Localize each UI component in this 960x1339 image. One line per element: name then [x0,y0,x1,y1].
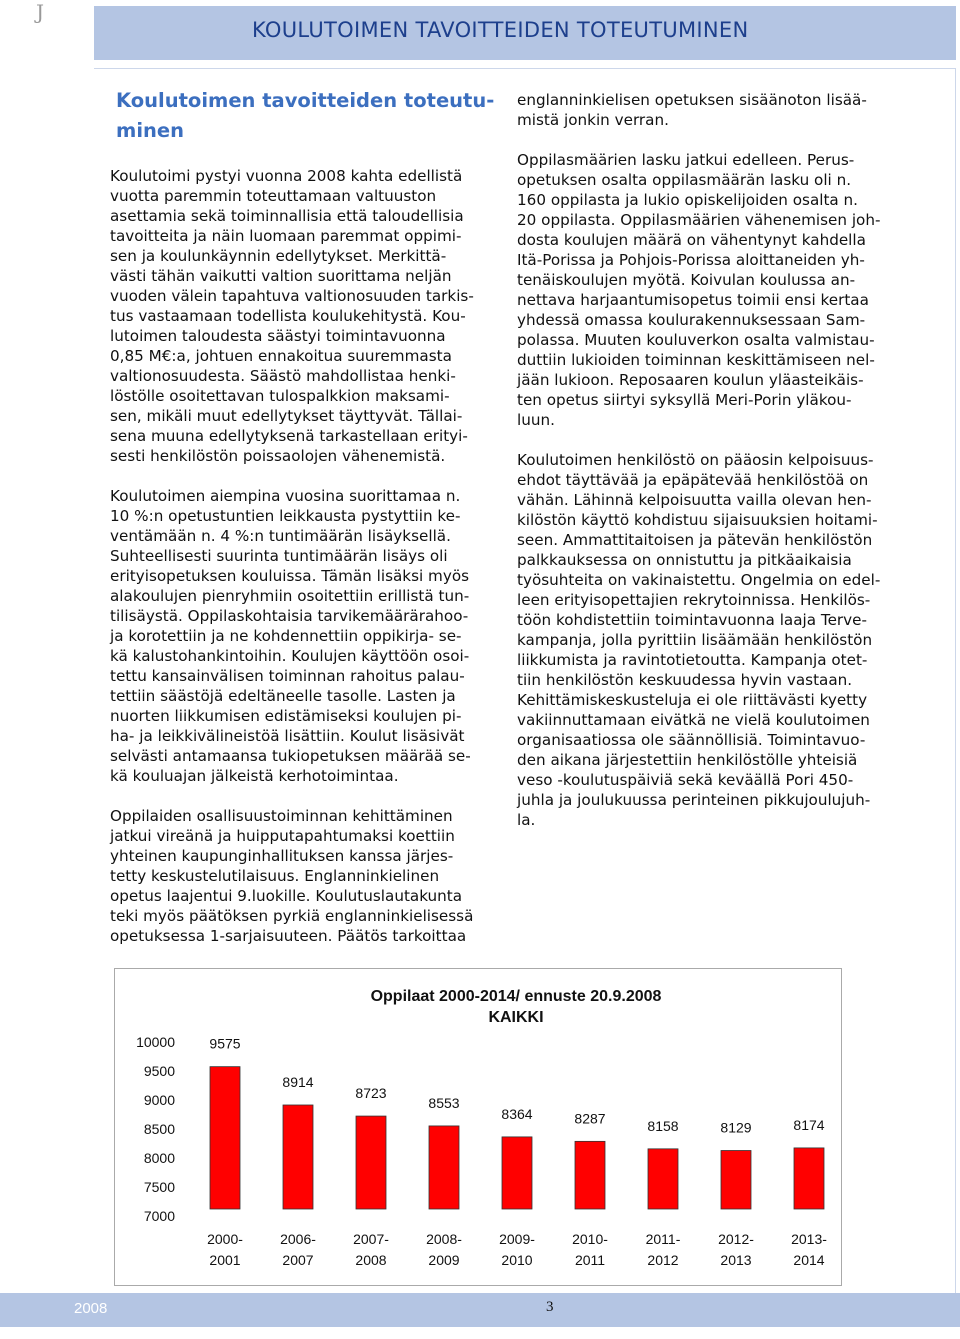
x-tick-label: 2009- [499,1231,535,1247]
x-tick-label: 2010- [572,1231,608,1247]
bar [575,1141,605,1209]
page-title: KOULUTOIMEN TAVOITTEIDEN TOTEUTUMINEN [252,18,749,42]
pupil-count-chart [114,968,842,1286]
footer-band [0,1293,960,1327]
y-tick-label: 8500 [143,1121,175,1137]
bars-group [207,1036,827,1268]
y-tick-label: 9000 [143,1092,175,1108]
x-tick-label: 2011 [574,1252,606,1268]
bar-value-label: 8553 [428,1094,460,1111]
corner-mark: J [36,0,45,24]
x-tick-label: 2011- [645,1231,681,1247]
y-tick-label: 7000 [143,1208,175,1224]
y-tick-label: 10000 [136,1034,175,1050]
x-tick-label: 2012- [718,1231,754,1247]
chart-subtitle: KAIKKI [488,1009,544,1026]
bar-value-label: 8914 [282,1073,314,1090]
bar-value-label: 8287 [574,1110,606,1127]
chart-canvas [115,969,841,1285]
x-tick-label: 2012 [647,1252,679,1268]
paragraph-personnel: Koulutoimen henkilöstö on pääosin kelpoisuus- ehdot täyttävää ja epäpätevää henkilöstöä on vähän. Lähinnä kelpoisuutta vailla olevan hen- kilöstön käyttö kohdistuu sijaisuuksien hoitami- seen. Ammattitaitoisen ja pätevän henkilöstön palkkauksessa on onnistuttu ja pitkäaikaisia työsuhteita on vakinaistettu. Ongelmia on edel- leen erityisopettajien rekrytoinnissa. Henkilös- töön kohdistettiin toimintavuonna laaja Terve- kampanja, jolla pyrittiin lisäämään henkilöstön liikkumista ja ravintotietoutta. Kampanja otet- tiin henkilöstön keskuudessa hyvin vastaan. Kehittämiskeskusteluja ei ole riittävästi kyetty vakiinnuttamaan eivätkä ne vielä koulutoimen organisaatiossa ole säännöllisiä. Toimintavuo- den aikana järjestettiin henkilöstölle yhteisiä veso -koulutuspäiviä sekä keväällä Pori 450- juhla ja joulukuussa perinteinen pikkujoulujuh- la. [517,451,881,829]
x-tick-label: 2009 [428,1252,460,1268]
y-tick-label: 8000 [143,1150,175,1166]
x-tick-label: 2007- [353,1231,389,1247]
y-tick-label: 9500 [143,1063,175,1079]
bar-value-label: 9575 [209,1035,241,1052]
bar-value-label: 8158 [647,1117,679,1134]
x-tick-label: 2006- [280,1231,316,1247]
x-tick-label: 2007 [282,1252,314,1268]
page-number: 3 [546,1299,554,1315]
bar-value-label: 8174 [793,1116,825,1133]
x-tick-label: 2008- [426,1231,462,1247]
paragraph-english-teaching: englanninkielisen opetuksen sisäänoton lisää- mistä jonkin verran. [517,91,867,129]
x-tick-label: 2013- [791,1231,827,1247]
bar-value-label: 8723 [355,1085,387,1102]
bar [502,1137,532,1209]
bar [794,1148,824,1209]
chart-title: Oppilaat 2000-2014/ ennuste 20.9.2008 [370,988,662,1005]
paragraph-teaching-hours: Koulutoimen aiempina vuosina suorittamaa n. 10 %:n opetustuntien leikkausta pystyttiin ke- ventämään n. 4 %:n tuntimäärän lisäyksellä. Suhteellisesti suurinta tuntimäärän lisäys oli erityisopetuksen kouluissa. Tämän lisäksi myös alakoulujen pienryhmiin osoitettiin erillistä tun- tilisäystä. Oppilaskohtaisia tarvikemäärärahoo- ja korotettiin ja ne kohdennettiin oppikirja- se- kä kalustohankintoihin. Koulujen käyttöön osoi- tettu kansainvälisen toiminnan rahoitus palau- tettiin säästöjä edeltäneelle tasolle. Lasten ja nuorten liikkumisen edistämiseksi koulujen pi- ha- ja leikkivälineistöä lisättiin. Koulut lisäsivät selvästi antamaansa tukiopetuksen määrää se- kä kouluajan jälkeistä kerhotoimintaa. [110,487,471,785]
bar-value-label: 8364 [501,1105,533,1122]
left-column [110,86,510,966]
bar [356,1116,386,1209]
y-axis-ticks [136,1034,175,1224]
y-tick-label: 7500 [143,1179,175,1195]
bar [429,1126,459,1209]
x-tick-label: 2008 [355,1252,387,1268]
header-band [94,6,956,60]
bar [210,1067,240,1209]
right-column [517,90,917,850]
x-tick-label: 2001 [209,1252,241,1268]
footer-year: 2008 [74,1300,108,1317]
x-tick-label: 2013 [720,1252,752,1268]
paragraph-goals: Koulutoimi pystyi vuonna 2008 kahta edellistä vuotta paremmin toteuttamaan valtuuston asettamia sekä toiminnallisia että taloudellisia tavoitteita ja näin luomaan paremmat oppimi- sen ja koulunkäynnin edellytykset. Merkittä- västi tähän vaikutti valtion suorittama neljän vuoden välein tapahtuva valtionosuuden tarkis- tus vastaamaan todellista koulukehitystä. Kou- lutoimen taloudesta säästyi toimintavuonna 0,85 M€:a, johtuen ennakoitua suuremmasta valtionosuudesta. Säästö mahdollistaa henki- löstölle osoitettavan tulospalkkion maksami- sen, mikäli muut edellytykset täyttyvät. Tällai- sena muuna edellytyksenä tarkastellaan erityi- sesti henkilöstön poissaolojen vähenemistä. [110,167,474,465]
paragraph-pupil-numbers: Oppilasmäärien lasku jatkui edelleen. Perus- opetuksen osalta oppilasmäärän lasku oli n. 160 oppilasta ja lukio opiskelijoiden osalta n. 20 oppilasta. Oppilasmäärien vähenemisen joh- dosta koulujen määrä on vähentynyt kahdella Itä-Porissa ja Pohjois-Porissa aloittaneiden yh- tenäiskoulujen myötä. Koivulan koulussa an- nettava harjaantumisopetus toimii ensi kertaa yhdessä omassa koulurakennuksessaan Sam- polassa. Muuten kouluverkon osalta valmistau- duttiin lukioiden toiminnan keskittämiseen nel- jään lukioon. Reposaaren koulun yläasteikäis- ten opetus siirtyi syksyllä Meri-Porin yläkou- luun. [517,151,881,429]
x-tick-label: 2014 [793,1252,825,1268]
bar [648,1149,678,1209]
x-tick-label: 2000- [207,1231,243,1247]
bar [283,1105,313,1209]
section-heading: Koulutoimen tavoitteiden toteutu- minen [116,89,495,142]
bar-value-label: 8129 [720,1119,752,1136]
bar [721,1151,751,1209]
paragraph-participation: Oppilaiden osallisuustoiminnan kehittäminen jatkui vireänä ja huipputapahtumaksi koettiin yhteinen kaupunginhallituksen kanssa järjes- tetty keskustelutilaisuus. Englanninkielinen opetus laajentui 9.luokille. Koulutuslautakunta teki myös päätöksen pyrkiä englanninkielisessä opetuksessa 1-sarjaisuuteen. Päätös tarkoittaa [110,807,474,945]
x-tick-label: 2010 [501,1252,533,1268]
